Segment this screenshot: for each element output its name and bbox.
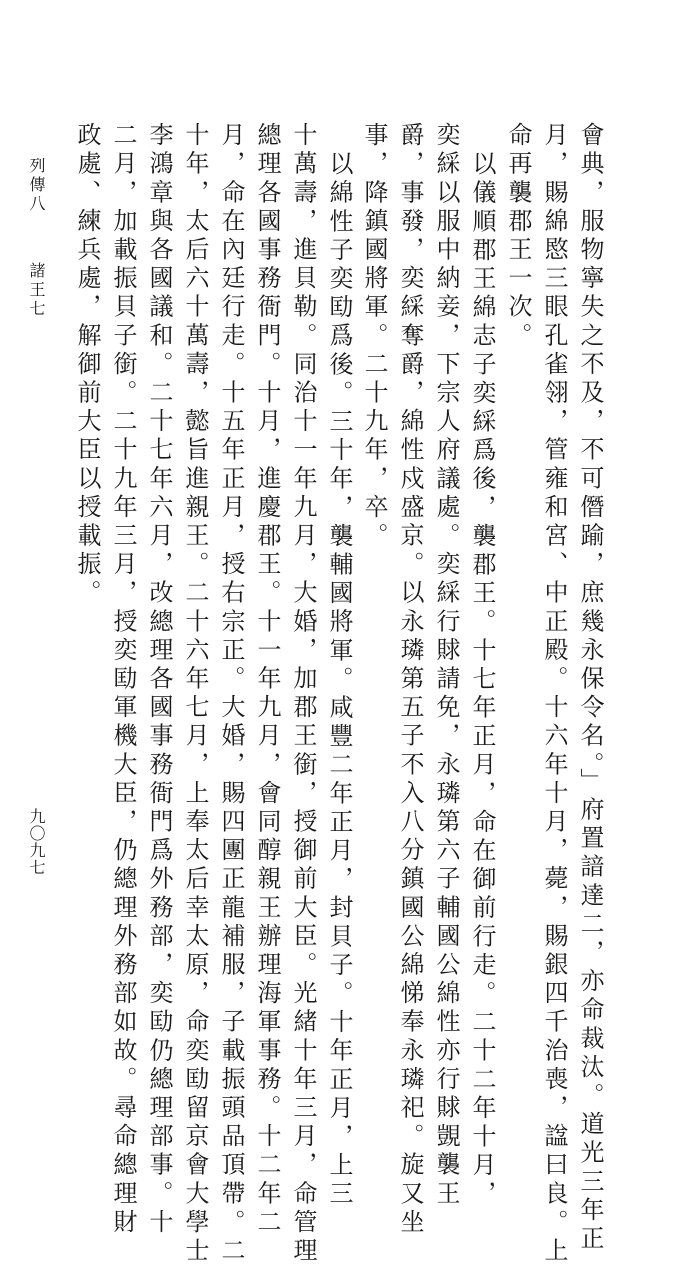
text-column: 奕綵以服中納妾，下宗人府議處。奕綵行賕請免，永璘第六子輔國公綿性亦行賕覬襲王 [432,122,460,1209]
text-column: 事，降鎮國將軍。二十九年，卒。 [360,122,388,551]
chapter-label: 列傳八 [27,157,46,214]
text-column: 總理各國事務衙門。十月，進慶郡王。十一年九月，會同醇親王辦理海軍事務。十二年二 [253,122,281,1238]
text-column: 以儀順郡王綿志子奕綵爲後，襲郡王。十七年正月，命在御前行走。二十二年十月， [468,151,496,1210]
text-column: 月，命在內廷行走。十五年正月，授右宗正。大婚，賜四團正龍補服，子載振頭品頂帶。二 [217,122,245,1266]
text-column: 二月，加載振貝子銜。二十九年三月，授奕劻軍機大臣，仍總理外務部如故。尋命總理財 [109,122,137,1238]
text-column: 李鴻章與各國議和。二十七年六月，改總理各國事務衙門爲外務部，奕劻仍總理部事。十 [145,122,173,1238]
text-column: 以綿性子奕劻爲後。三十年，襲輔國將軍。咸豐二年正月，封貝子。十年正月，上三 [325,151,353,1210]
section-label: 諸王七 [27,262,46,319]
text-column: 命再襲郡王一次。 [504,122,532,351]
text-column: 十年，太后六十萬壽，懿旨進親王。二十六年七月，上奉太后幸太原，命奕劻留京會大學士 [181,122,209,1266]
page-number: 九〇九七 [27,808,46,876]
text-column: 爵，事發，奕綵奪爵，綿性戍盛京。以永璘第五子不入八分鎮國公綿悌奉永璘祀。旋又坐 [396,122,424,1238]
text-column: 會典，服物寧失之不及，不可僭踰，庶幾永保令名。」府置諳達二，亦命裁汰。道光三年正 [576,122,604,1254]
text-column: 月，賜綿愍三眼孔雀翎，管雍和宮、中正殿。十六年十月，薨，賜銀四千治喪，諡曰良。上 [540,122,568,1266]
text-column: 政處、練兵處，解御前大臣以授載振。 [73,122,101,609]
text-column: 十萬壽，進貝勒。同治十一年九月，大婚，加郡王銜，授御前大臣。光緒十年三月，命管理 [289,122,317,1266]
